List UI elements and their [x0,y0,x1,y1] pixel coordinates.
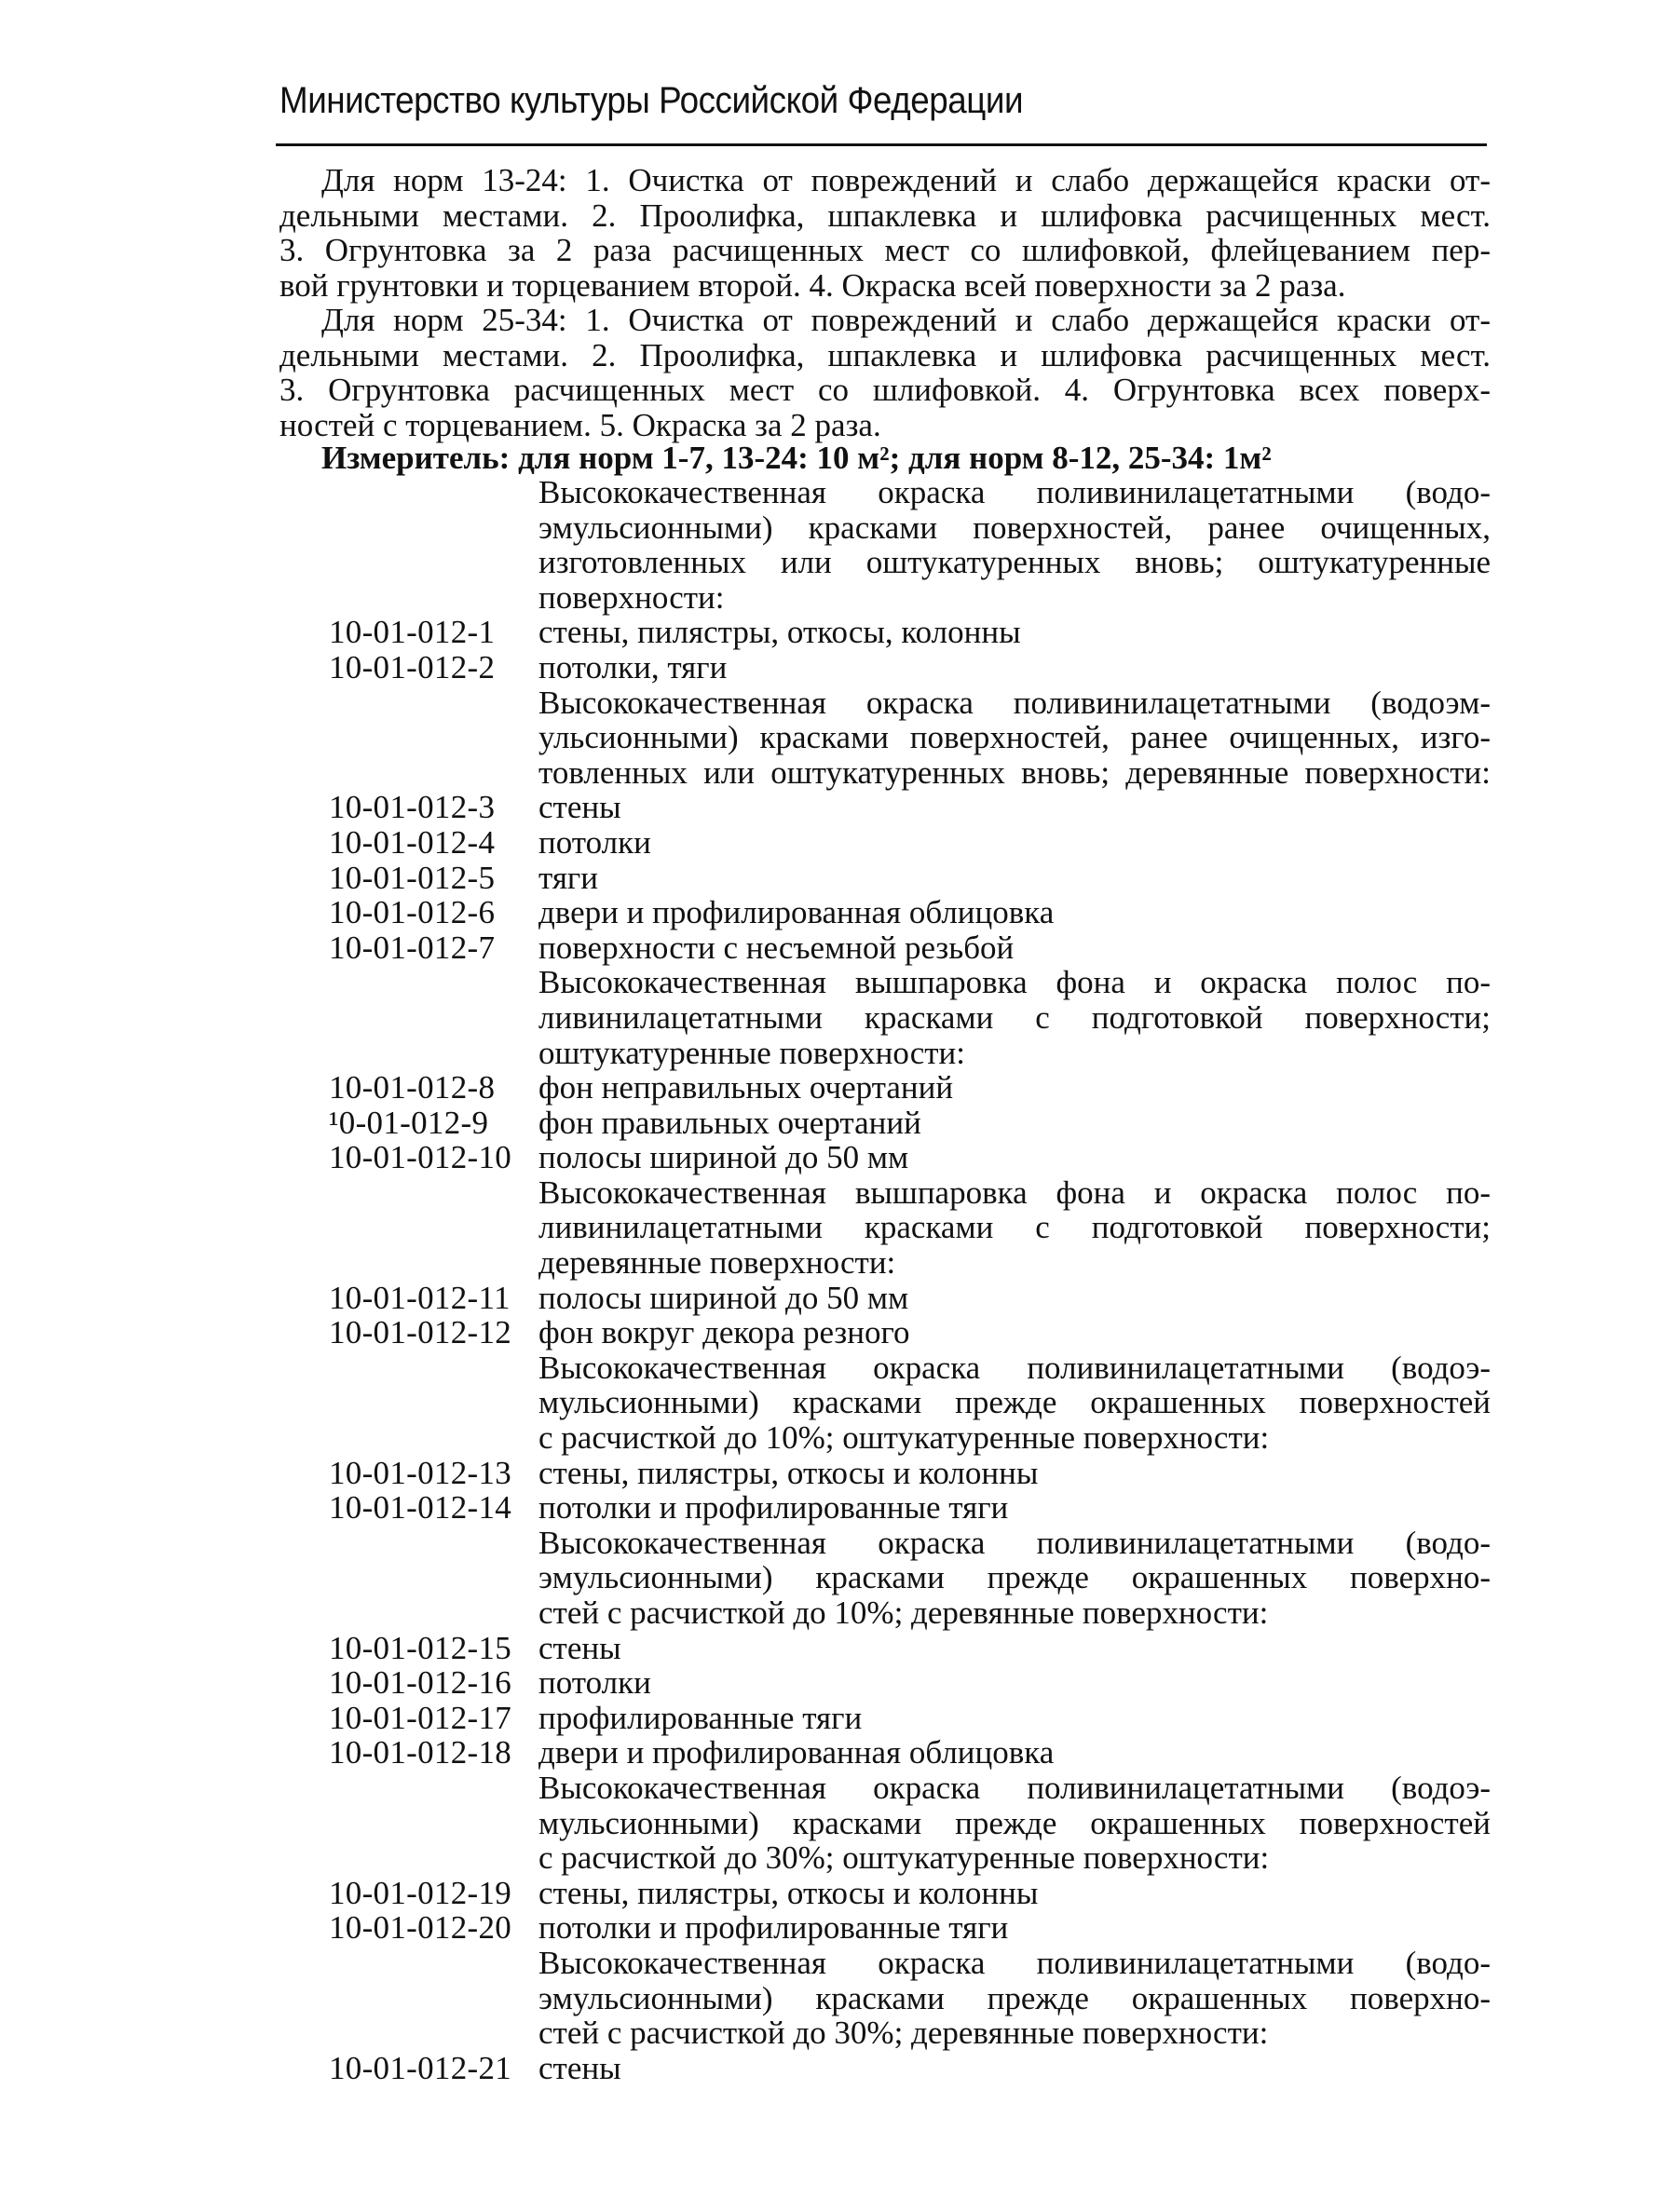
group-description-text: поверхности: [538,578,725,616]
norm-description: полосы шириной до 50 мм [538,1279,909,1316]
norm-code: ¹0-01-012-9 [329,1104,489,1141]
group-description-text: деревянные поверхности: [538,1244,896,1282]
group-description-text: ливинилацетатными красками с подготовкой поверхности; [538,998,1491,1036]
norm-group-description-line [279,1175,1491,1211]
norm-group-description-line [279,1385,1491,1420]
paragraph-line: ностей с торцеванием. 5. Окраска за 2 раза. [279,406,881,443]
page-header: Министерство культуры Российской Федерации [279,80,1024,121]
norm-row [279,1140,1491,1175]
norm-group-description-line [279,1420,1491,1456]
intro-paragraph-2 [279,303,1491,442]
header-rule [276,143,1487,146]
norm-row [279,1631,1491,1666]
norm-description: потолки [538,823,651,861]
norm-group-description-line [279,1595,1491,1631]
paragraph-line: 3. Огрунтовка расчищенных мест со шлифовкой. 4. Огрунтовка всех поверх- [279,372,1491,409]
group-description-text: мульсионными) красками прежде окрашенных поверхностей [538,1804,1491,1841]
norm-code: 10-01-012-21 [329,2049,512,2086]
paragraph-line: дельными местами. 2. Проолифка, шпаклевка и шлифовка расчищенных мест. [279,197,1491,234]
group-description-text: Высококачественная окраска поливинилацетатными (водо- [538,1944,1491,1981]
norm-description: фон неправильных очертаний [538,1069,954,1106]
norm-description: стены [538,1629,621,1666]
norm-description: стены, пилястры, откосы и колонны [538,1874,1039,1911]
intro-paragraph-1 [279,163,1491,303]
norm-description: профилированные тяги [538,1699,863,1736]
norm-group-description-line [279,1210,1491,1245]
norm-code: 10-01-012-1 [329,614,496,651]
norm-code: 10-01-012-13 [329,1454,512,1491]
norm-code: 10-01-012-19 [329,1874,512,1911]
norm-group-description-line [279,1000,1491,1036]
group-description-text: Высококачественная вышпаровка фона и окраска полос по- [538,1174,1491,1211]
group-description-text: Высококачественная вышпаровка фона и окраска полос по- [538,964,1491,1001]
norm-code: 10-01-012-16 [329,1664,512,1702]
group-description-text: стей с расчисткой до 30%; деревянные поверхности: [538,2015,1269,2052]
norm-row [279,2051,1491,2086]
norm-code: 10-01-012-2 [329,648,496,685]
norm-group-description-line [279,545,1491,580]
norm-code: 10-01-012-15 [329,1629,512,1666]
norm-row [279,650,1491,685]
norm-group-description-line [279,1806,1491,1841]
norm-row [279,1910,1491,1946]
group-description-text: эмульсионными) красками поверхностей, ранее очищенных, [538,509,1491,546]
paragraph-line: Для норм 25-34: 1. Очистка от повреждений и слабо держащейся краски от- [321,302,1491,338]
norm-row [279,1735,1491,1771]
group-description-text: товленных или оштукатуренных вновь; деревянные поверхности: [538,753,1491,791]
norm-group-description-line [279,685,1491,721]
norm-code: 10-01-012-17 [329,1699,512,1736]
paragraph-line: дельными местами. 2. Проолифка, шпаклевка и шлифовка расчищенных мест. [279,336,1491,373]
norm-row [279,825,1491,861]
group-description-text: с расчисткой до 30%; оштукатуренные поверхности: [538,1839,1270,1877]
norm-row [279,1315,1491,1350]
norm-group-description-line [279,1946,1491,1981]
norm-description: двери и профилированная облицовка [538,894,1055,931]
norm-row [279,1490,1491,1526]
norm-row [279,1701,1491,1736]
group-description-text: Высококачественная окраска поливинилацетатными (водоэм- [538,684,1491,721]
norms-list [279,475,1491,2085]
norm-description: фон вокруг декора резного [538,1314,910,1351]
norm-group-description-line [279,1981,1491,2016]
norm-code: 10-01-012-4 [329,823,496,861]
paragraph-line: 3. Огрунтовка за 2 раза расчищенных мест со шлифовкой, флейцеванием пер- [279,232,1491,269]
norm-description: поверхности с несъемной резьбой [538,929,1015,966]
norm-group-description-line [279,1350,1491,1386]
group-description-text: эмульсионными) красками прежде окрашенных поверхно- [538,1979,1491,2016]
norm-group-description-line [279,580,1491,616]
norm-description: потолки, тяги [538,648,728,685]
norm-group-description-line [279,1771,1491,1806]
norm-group-description-line [279,1036,1491,1071]
norm-row [279,1281,1491,1316]
norm-description: потолки и профилированные тяги [538,1909,1009,1947]
norm-code: 10-01-012-14 [329,1489,512,1527]
group-description-text: мульсионными) красками прежде окрашенных поверхностей [538,1384,1491,1421]
norm-code: 10-01-012-5 [329,859,496,896]
norm-description: тяги [538,859,599,896]
norm-code: 10-01-012-20 [329,1909,512,1947]
norm-row [279,790,1491,825]
norm-group-description-line [279,1840,1491,1876]
group-description-text: оштукатуренные поверхности: [538,1034,965,1071]
group-description-text: изготовленных или оштукатуренных вновь; оштукатуренные [538,544,1491,581]
paragraph-line: вой грунтовки и торцеванием второй. 4. Окраска всей поверхности за 2 раза. [279,266,1346,304]
norm-description: полосы шириной до 50 мм [538,1139,909,1176]
norm-code: 10-01-012-10 [329,1139,512,1176]
paragraph-line: Для норм 13-24: 1. Очистка от повреждений и слабо держащейся краски от- [321,162,1491,198]
norm-row [279,1106,1491,1141]
norm-row [279,1070,1491,1106]
norm-row [279,1456,1491,1491]
measurement-unit-line: Измеритель: для норм 1-7, 13-24: 10 м²; для норм 8-12, 25-34: 1м² [321,440,1272,476]
norm-code: 10-01-012-11 [329,1279,511,1316]
norm-row [279,895,1491,930]
norm-group-description-line [279,475,1491,510]
group-description-text: ульсионными) красками поверхностей, ранее очищенных, изго- [538,719,1491,756]
norm-row [279,861,1491,896]
norm-description: стены [538,2049,621,2086]
norm-group-description-line [279,510,1491,546]
norm-row [279,930,1491,966]
norm-group-description-line [279,965,1491,1000]
norm-description: стены, пилястры, откосы и колонны [538,1454,1039,1491]
group-description-text: эмульсионными) красками прежде окрашенных поверхно- [538,1559,1491,1596]
norm-description: потолки и профилированные тяги [538,1489,1009,1527]
group-description-text: с расчисткой до 10%; оштукатуренные поверхности: [538,1419,1270,1457]
norm-description: стены, пилястры, откосы, колонны [538,614,1021,651]
norm-description: стены [538,789,621,826]
norm-group-description-line [279,755,1491,791]
norm-group-description-line [279,720,1491,755]
norm-code: 10-01-012-3 [329,789,496,826]
norm-row [279,615,1491,650]
norm-row [279,1876,1491,1911]
group-description-text: Высококачественная окраска поливинилацетатными (водо- [538,474,1491,510]
norm-group-description-line [279,1245,1491,1281]
norm-row [279,1665,1491,1701]
norm-code: 10-01-012-7 [329,929,496,966]
group-description-text: Высококачественная окраска поливинилацетатными (водоэ- [538,1769,1491,1806]
norm-code: 10-01-012-8 [329,1069,496,1106]
norm-group-description-line [279,1560,1491,1595]
norm-group-description-line [279,2015,1491,2051]
norm-code: 10-01-012-18 [329,1734,512,1771]
norm-description: двери и профилированная облицовка [538,1734,1055,1771]
norm-group-description-line [279,1526,1491,1561]
group-description-text: Высококачественная окраска поливинилацетатными (водо- [538,1524,1491,1561]
norm-description: фон правильных очертаний [538,1104,921,1141]
group-description-text: ливинилацетатными красками с подготовкой поверхности; [538,1209,1491,1246]
norm-code: 10-01-012-6 [329,894,496,931]
norm-description: потолки [538,1664,651,1702]
norm-code: 10-01-012-12 [329,1314,512,1351]
group-description-text: Высококачественная окраска поливинилацетатными (водоэ- [538,1349,1491,1386]
group-description-text: стей с расчисткой до 10%; деревянные поверхности: [538,1595,1269,1631]
